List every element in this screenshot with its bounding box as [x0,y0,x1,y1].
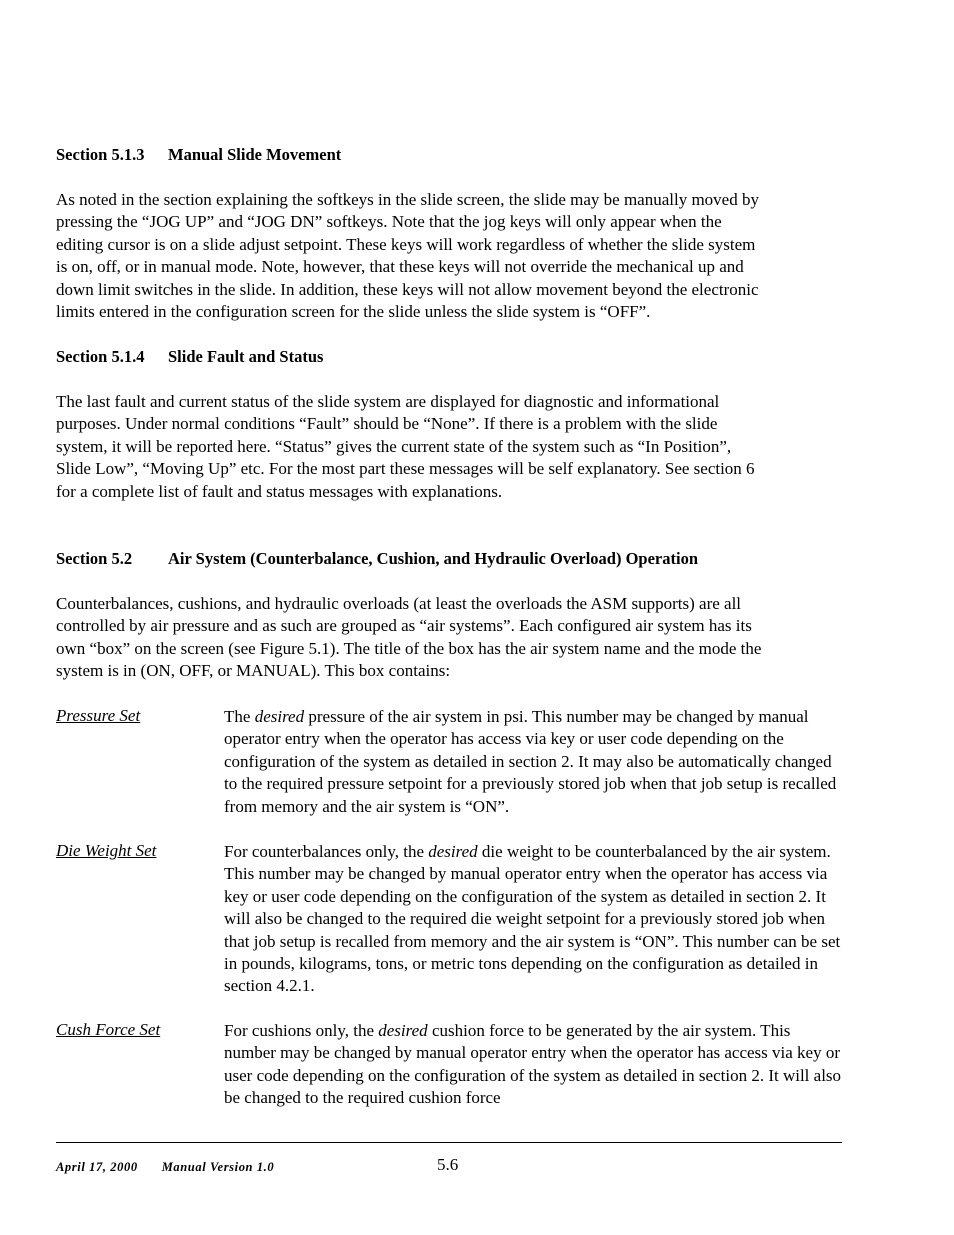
paragraph-line: for a complete list of fault and status messages with explanations. [56,482,503,501]
section-number: Section 5.2 [56,549,133,568]
footer-date: April 17, 2000 [56,1160,138,1174]
def-emphasis: desired [378,1021,428,1040]
term-cush-force-set: Cush Force Set [56,1020,161,1039]
paragraph-line: Counterbalances, cushions, and hydraulic overloads (at least the overloads the ASM supports) are all [56,594,742,613]
def-text: For counterbalances only, the [224,842,429,861]
def-text: cushion force to be generated by the air system. This number may be changed by manual operator entry when the operator has access via key or user code depending on the configuration of the system as detailed in section 2. It will also be changed to the required cushion force [224,1021,842,1108]
paragraph-line: own “box” on the screen (see Figure 5.1). The title of the box has the air system name and the mode the [56,639,762,658]
section-heading-5-2 [56,548,699,570]
footer-info [56,1160,274,1175]
def-text: pressure of the air system in psi. This number may be changed by manual operator entry when the operator has access via key or user code depending on the configuration of the system as detailed in section 2. It may also be automatically changed to the required pressure setpoint for a previously stored job when that job setup is recalled from memory and the air system is “ON”. [224,707,837,816]
def-emphasis: desired [254,707,305,726]
section-number: Section 5.1.3 [56,145,145,164]
term-die-weight-set: Die Weight Set [56,841,157,860]
page-number: 5.6 [437,1155,459,1174]
section-title: Air System (Counterbalance, Cushion, and Hydraulic Overload) Operation [168,549,699,568]
paragraph-line: controlled by air pressure and as such are grouped as “air systems”. Each configured air system has its [56,616,752,635]
section-heading-5-1-4 [56,346,324,368]
paragraph-line: Slide Low”, “Moving Up” etc. For the most part these messages will be self explanatory. See section 6 [56,459,755,478]
footer-divider [56,1142,842,1143]
paragraph-line: pressing the “JOG UP” and “JOG DN” softkeys. Note that the jog keys will only appear when the [56,212,722,231]
def-emphasis: desired [428,842,478,861]
paragraph-line: The last fault and current status of the slide system are displayed for diagnostic and informational [56,392,720,411]
footer-version: Manual Version 1.0 [161,1160,275,1174]
definition-cush-force-set [224,1020,844,1110]
definition-die-weight-set [224,841,844,998]
definition-pressure-set [224,706,844,818]
section-number: Section 5.1.4 [56,347,145,366]
section-heading-5-1-3 [56,144,342,166]
paragraph-line: is on, off, or in manual mode. Note, however, that these keys will not override the mechanical up and [56,257,744,276]
paragraph-line: As noted in the section explaining the softkeys in the slide screen, the slide may be manually moved by [56,190,759,209]
def-text: The [224,707,255,726]
term-pressure-set: Pressure Set [56,706,141,725]
paragraph-line: system is in (ON, OFF, or MANUAL). This box contains: [56,661,451,680]
section-title: Manual Slide Movement [168,145,342,164]
paragraph-line: purposes. Under normal conditions “Fault” should be “None”. If there is a problem with the slide [56,414,718,433]
def-text: die weight to be counterbalanced by the air system. This number may be changed by manual operator entry when the operator has access via key or user code depending on the configuration of the system as detailed in section 2. It will also be changed to the required die weight setpoint for a previously stored job when that job setup is recalled from memory and the air system is “ON”. This number can be set in pounds, kilograms, tons, or metric tons depending on the configuration as detailed in section 4.2.1. [224,842,841,996]
paragraph-line: system, it will be reported here. “Status” gives the current state of the system such as “In Position”, [56,437,732,456]
section-title: Slide Fault and Status [168,347,324,366]
def-text: For cushions only, the [224,1021,379,1040]
paragraph-line: down limit switches in the slide. In addition, these keys will not allow movement beyond the electronic [56,280,759,299]
paragraph-line: limits entered in the configuration screen for the slide unless the slide system is “OFF”. [56,302,651,321]
paragraph-line: editing cursor is on a slide adjust setpoint. These keys will work regardless of whether the slide system [56,235,756,254]
